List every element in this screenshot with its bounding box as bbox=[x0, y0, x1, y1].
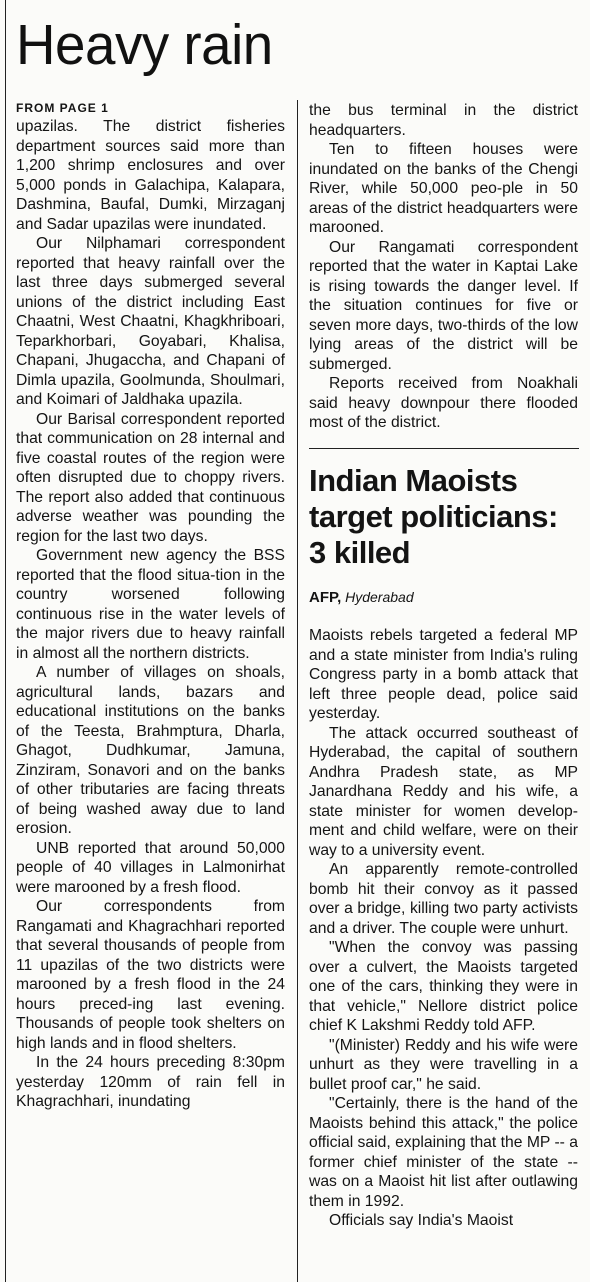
paragraph: Officials say India's Maoist bbox=[329, 1212, 514, 1229]
paragraph: UNB reported that around 50,000 people of 40 villages in Lalmonirhat were marooned by a fresh flood. bbox=[16, 839, 285, 896]
article-heavy-rain-column-2 bbox=[309, 101, 578, 441]
headline-heavy-rain: Heavy rain bbox=[16, 13, 273, 77]
paragraph: "When the convoy was passing over a culvert, the Maoists targeted one of the cars, thinking they were in that vehicle," Nellore district police chief K Lakshmi Reddy told AFP. bbox=[309, 939, 578, 1034]
paragraph: Our Barisal correspondent reported that communication on 28 internal and five coastal routes of the region were often disrupted due to choppy rivers. The report also added that continuous adverse weather was pounding the region for the last two days. bbox=[16, 410, 285, 545]
paragraph: The attack occurred southeast of Hyderabad, the capital of southern Andhra Pradesh state, as MP Janardhana Reddy and his wife, a state minister for women develop-ment and child welfare, were on their way to a university event. bbox=[309, 724, 578, 859]
byline-place: Hyderabad bbox=[345, 589, 414, 605]
paragraph: Ten to fifteen houses were inundated on the banks of the Chengi River, while 50,000 peo-ple in 50 areas of the district headquarters were marooned. bbox=[309, 141, 578, 236]
paragraph: In the 24 hours preceding 8:30pm yesterday 120mm of rain fell in Khagrachhari, inundating bbox=[16, 1054, 285, 1110]
paragraph: A number of villages on shoals, agricultural lands, bazars and educational institutions on the banks of the Teesta, Brahmptura, Dharla, Ghagot, Dudhkumar, Jamuna, Zinziram, Sonavori and on the banks of other tributaries are facing threats of being washed away due to land erosion. bbox=[16, 664, 285, 837]
headline-indian-maoists: Indian Maoists target politicians: 3 killed bbox=[309, 463, 558, 570]
paragraph: the bus terminal in the district headquarters. bbox=[309, 102, 578, 139]
paragraph: Our Nilphamari correspondent reported that heavy rainfall over the last three days submerged several unions of the district including East Chaatni, West Chaatni, Khagkhriboari, Teparkhorbari, Goyabari, Khalisa, Chapani, Jhugaccha, and Chapani of Dimla upazila, Goolmunda, Shoulmari, and Koimari of Jaldhaka upazila. bbox=[16, 235, 285, 408]
from-page-label: FROM PAGE 1 bbox=[16, 101, 109, 115]
paragraph: Our correspondents from Rangamati and Khagrachhari reported that several thousands of people from 11 upazilas of the two districts were marooned by a fresh flood in the 24 hours preced-ing last evening. Thousands of people took shelters on high lands and in flood shelters. bbox=[16, 898, 285, 1052]
paragraph: Our Rangamati correspondent reported that the water in Kaptai Lake is rising towards the danger level. If the situation continues for five or seven more days, two-thirds of the low lying areas of the district will be submerged. bbox=[309, 238, 578, 373]
paragraph: Reports received from Noakhali said heavy downpour there flooded most of the district. bbox=[309, 375, 578, 431]
left-border-rule bbox=[5, 0, 6, 1282]
article-indian-maoists-body bbox=[309, 626, 578, 1282]
paragraph: "(Minister) Reddy and his wife were unhurt as they were travelling in a bullet proof car," he said. bbox=[309, 1036, 578, 1093]
byline bbox=[309, 588, 414, 607]
story-separator bbox=[309, 448, 579, 449]
byline-agency: AFP, bbox=[309, 589, 342, 606]
paragraph: upazilas. The district fisheries department sources said more than 1,200 shrimp enclosures and over 5,000 ponds in Galachipa, Kalapara, Dashmina, Baufal, Dumki, Mirzaganj and Sadar upazilas were inundated. bbox=[16, 118, 285, 233]
paragraph: Maoists rebels targeted a federal MP and a state minister from India's ruling Congress party in a bomb attack that left three people dead, police said yesterday. bbox=[309, 627, 578, 722]
paragraph: "Certainly, there is the hand of the Maoists behind this attack," the police official said, explaining that the MP -- a former chief minister of the state -- was on a Maoist hit list after outlawing them in 1992. bbox=[309, 1095, 578, 1210]
paragraph: An apparently remote-controlled bomb hit their convoy as it passed over a bridge, killing two party activists and a driver. The couple were unhurt. bbox=[309, 861, 578, 937]
column-divider bbox=[297, 100, 298, 1282]
article-heavy-rain-column-1 bbox=[16, 100, 285, 1282]
paragraph: Government new agency the BSS reported that the flood situa-tion in the country worsened following continuous rise in the water levels of the major rivers due to heavy rainfall in almost all the northern districts. bbox=[16, 547, 285, 662]
